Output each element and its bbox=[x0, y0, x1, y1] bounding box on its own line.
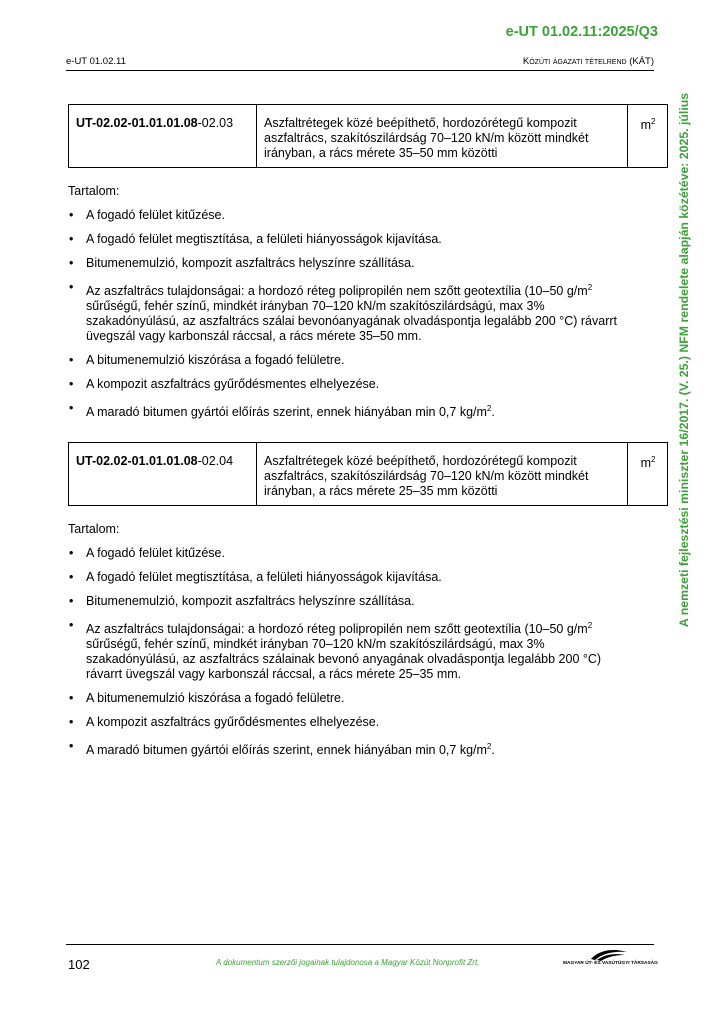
item-code-suffix: -02.03 bbox=[197, 116, 234, 130]
unit-base: m bbox=[640, 456, 651, 471]
bullet-icon: • bbox=[69, 594, 74, 608]
bullet-icon: • bbox=[69, 570, 74, 584]
publication-note-text: A nemzeti fejlesztési miniszter 16/2017. (V. 25.) NFM rendelete alapján közétéve: 2025. július bbox=[677, 92, 691, 628]
list-item-text: A kompozit aszfaltrács gyűrődésmentes elhelyezése. bbox=[86, 715, 380, 730]
running-header-right: Közúti ágazati tételrend (KÁT) bbox=[522, 56, 654, 67]
list-item-text: Bitumenemulzió, kompozit aszfaltrács helyszínre szállítása. bbox=[86, 594, 415, 608]
copyright-note: A dokumentum szerzői jogainak tulajdonosa a Magyar Közút Nonprofit Zrt. bbox=[216, 958, 480, 967]
bullet-icon: • bbox=[69, 401, 74, 416]
list-item-text: A maradó bitumen gyártói előírás szerint, ennek hiányában min 0,7 kg/m bbox=[86, 405, 487, 420]
item-table bbox=[68, 442, 668, 506]
bullet-icon: • bbox=[69, 232, 74, 246]
list-item-text-cont: . bbox=[491, 743, 495, 758]
swoosh-logo-icon bbox=[589, 948, 629, 961]
bullet-icon: • bbox=[69, 280, 74, 294]
list-item-text-cont: sűrűségű, fehér színű, mindkét irányban 70–120 kN/m szakítószilárdságú, max 3% szakadónyúlású, az aszfaltrács szálai bevonóanyagának olvadáspontja legalább 200 °C) rávarrt üvegszál vagy karbonszál ráccsal, a rács mérete 35–50 mm. bbox=[86, 299, 618, 344]
list-item-text: Az aszfaltrács tulajdonságai: a hordozó réteg polipropilén nem szőtt geotextília (10–50 g/m bbox=[86, 284, 588, 299]
bullet-icon: • bbox=[69, 715, 74, 730]
list-item-text: A maradó bitumen gyártói előírás szerint, ennek hiányában min 0,7 kg/m bbox=[86, 743, 487, 758]
list-item-text: A fogadó felület megtisztítása, a felületi hiányosságok kijavítása. bbox=[86, 570, 442, 584]
list-item bbox=[68, 715, 628, 730]
item-content bbox=[68, 184, 628, 429]
bullet-icon: • bbox=[69, 739, 74, 754]
list-item-text: A kompozit aszfaltrács gyűrődésmentes elhelyezése. bbox=[86, 377, 380, 392]
bullet-icon: • bbox=[69, 546, 74, 560]
list-item-text: A fogadó felület kitűzése. bbox=[86, 208, 225, 222]
item-description: Aszfaltrétegek közé beépíthető, hordozórétegű kompozit aszfaltrács, szakítószilárdság 70–120 kN/m között mindkét irányban, a rács mérete 35–50 mm közötti bbox=[257, 105, 628, 168]
bullet-icon: • bbox=[69, 377, 74, 392]
list-item-text: Bitumenemulzió, kompozit aszfaltrács helyszínre szállítása. bbox=[86, 256, 415, 270]
list-item bbox=[68, 256, 628, 271]
superscript: 2 bbox=[587, 283, 593, 292]
list-item bbox=[68, 739, 628, 758]
header-rule bbox=[66, 70, 654, 71]
list-item bbox=[68, 570, 628, 585]
list-item bbox=[68, 280, 628, 344]
running-header-left: e-UT 01.02.11 bbox=[66, 56, 126, 67]
bullet-icon: • bbox=[69, 256, 74, 270]
bullet-icon: • bbox=[69, 691, 74, 706]
list-item bbox=[68, 594, 628, 609]
society-logo bbox=[563, 948, 658, 970]
item-code-cell bbox=[69, 443, 257, 506]
footer-rule bbox=[66, 944, 654, 945]
list-item bbox=[68, 691, 628, 706]
item-unit bbox=[628, 105, 668, 168]
logo-text: MAGYAR ÚT- ÉS VASÚTÜGYI TÁRSASÁG bbox=[563, 961, 658, 966]
list-item-text: A bitumenemulzió kiszórása a fogadó felületre. bbox=[86, 353, 345, 368]
item-code-prefix: UT-02.02-01.01.01.08 bbox=[76, 454, 198, 468]
superscript: 2 bbox=[486, 742, 492, 752]
item-code-prefix: UT-02.02-01.01.01.08 bbox=[76, 116, 198, 130]
list-item bbox=[68, 353, 628, 368]
list-item bbox=[68, 546, 628, 561]
list-item bbox=[68, 377, 628, 392]
unit-base: m bbox=[640, 118, 651, 133]
list-item bbox=[68, 618, 628, 682]
item-description: Aszfaltrétegek közé beépíthető, hordozórétegű kompozit aszfaltrács, szakítószilárdság 70–120 kN/m között mindkét irányban, a rács mérete 25–35 mm közötti bbox=[257, 443, 628, 506]
content-list bbox=[68, 208, 628, 420]
list-item bbox=[68, 208, 628, 223]
unit-superscript: 2 bbox=[650, 455, 656, 464]
item-code-suffix: -02.04 bbox=[197, 454, 234, 468]
list-item bbox=[68, 232, 628, 247]
running-header bbox=[66, 56, 654, 67]
list-item-text: Az aszfaltrács tulajdonságai: a hordozó réteg polipropilén nem szőtt geotextília (10–50 g/m bbox=[86, 622, 588, 637]
bullet-icon: • bbox=[69, 208, 74, 222]
item-table bbox=[68, 104, 668, 168]
page-number: 102 bbox=[68, 957, 90, 972]
item-unit bbox=[628, 443, 668, 506]
vertical-publication-note bbox=[670, 90, 698, 630]
list-item bbox=[68, 401, 628, 420]
bullet-icon: • bbox=[69, 618, 74, 632]
table-row bbox=[69, 443, 668, 506]
item-content bbox=[68, 522, 628, 767]
content-label: Tartalom: bbox=[68, 184, 120, 198]
list-item-text: A fogadó felület megtisztítása, a felületi hiányosságok kijavítása. bbox=[86, 232, 442, 246]
bullet-icon: • bbox=[69, 353, 74, 368]
table-row bbox=[69, 105, 668, 168]
list-item-text: A fogadó felület kitűzése. bbox=[86, 546, 225, 560]
list-item-text-cont: sűrűségű, fehér színű, mindkét irányban 70–120 kN/m szakítószilárdságú, max 3% szakadónyúlású, az aszfaltrács szálainak bevonó anyagának olvadáspontja legalább 200 °C) rávarrt üvegszál vagy karbonszál ráccsal, a rács mérete 25–35 mm. bbox=[86, 637, 602, 682]
superscript: 2 bbox=[587, 621, 593, 630]
content-label: Tartalom: bbox=[68, 522, 120, 536]
list-item-text-cont: . bbox=[491, 405, 495, 420]
item-code-cell bbox=[69, 105, 257, 168]
superscript: 2 bbox=[486, 404, 492, 414]
unit-superscript: 2 bbox=[650, 117, 656, 126]
document-code: e-UT 01.02.11:2025/Q3 bbox=[505, 24, 658, 40]
list-item-text: A bitumenemulzió kiszórása a fogadó felületre. bbox=[86, 691, 345, 706]
content-list bbox=[68, 546, 628, 758]
